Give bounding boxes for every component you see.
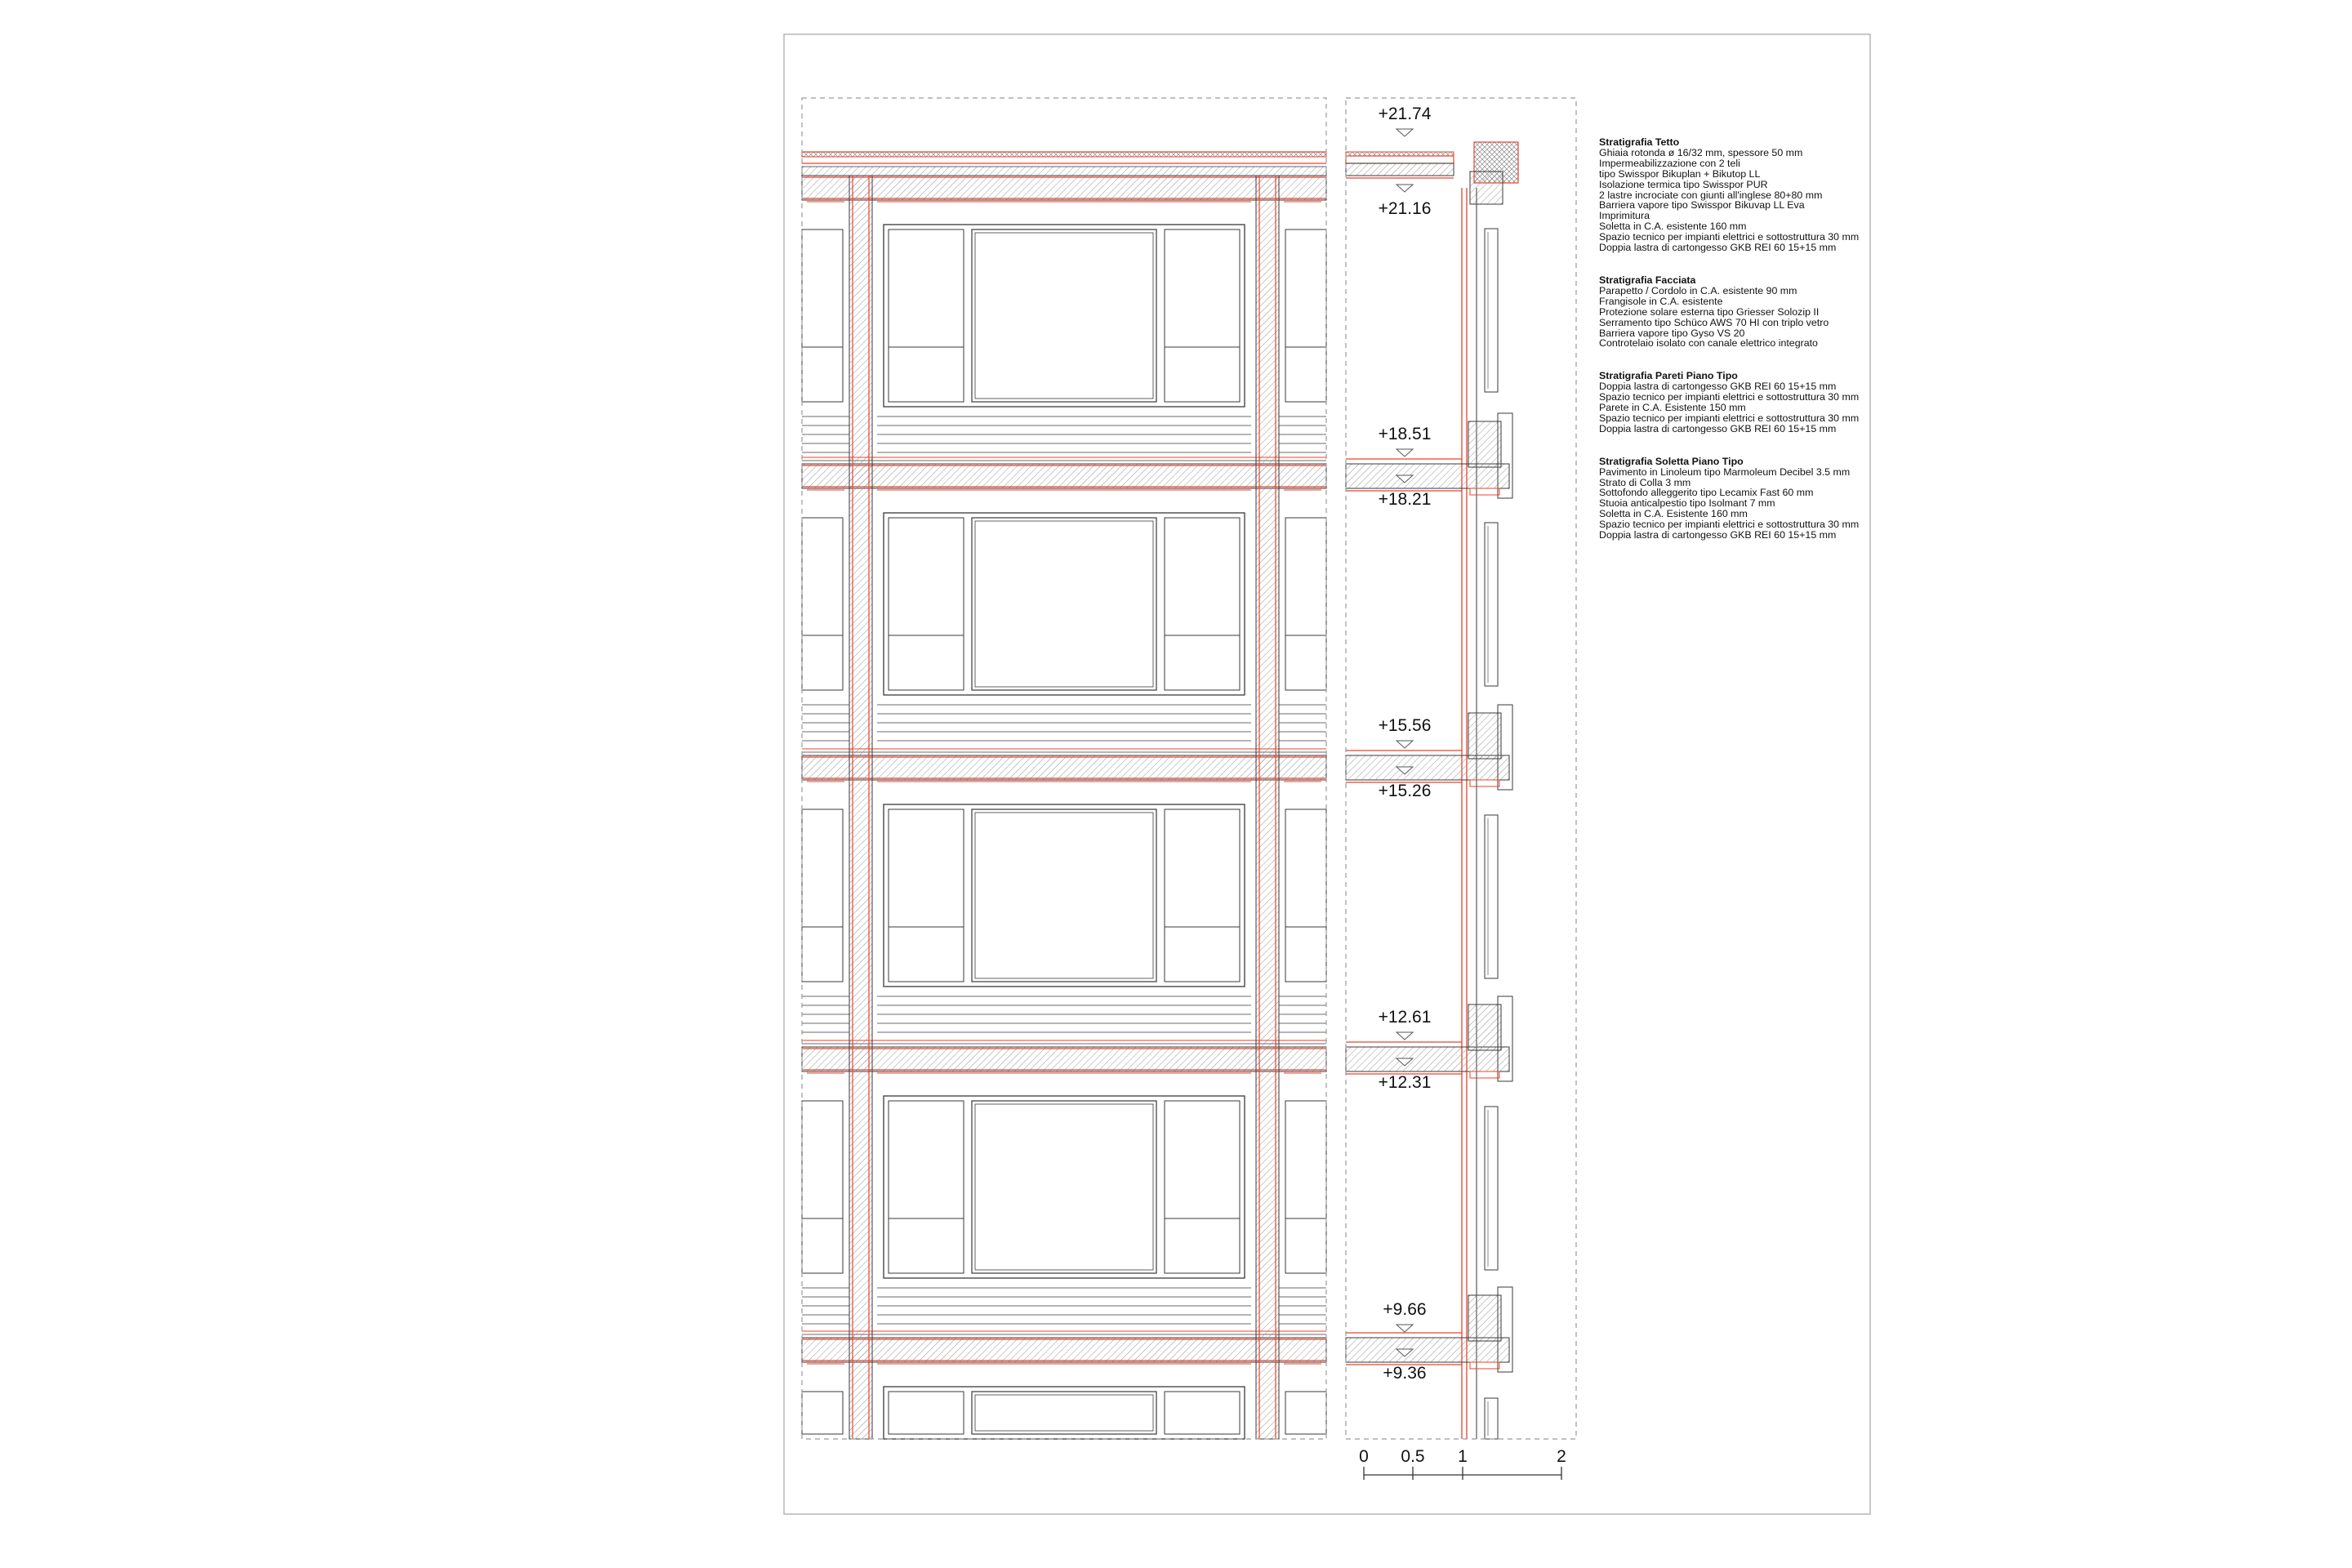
cordolo [1468,713,1501,759]
roof-gravel [1346,152,1454,156]
level-markers [1379,105,1432,1383]
edge-window [1285,1392,1326,1434]
window-frame [884,1096,1245,1278]
legend-line: Serramento tipo Schüco AWS 70 HI con triplo vetro [1599,316,1829,328]
legend-line: Spazio tecnico per impianti elettrici e sottostruttura 30 mm [1599,391,1860,403]
center-glazing [972,809,1156,982]
legend-line: Ghiaia rotonda ø 16/32 mm, spessore 50 mm [1599,146,1803,158]
level-label: +15.56 [1378,716,1432,735]
edge-window [1285,809,1326,982]
slab-edge [1470,488,1499,495]
stratigraphy-legend [1599,137,1926,563]
side-sash-right [1165,518,1240,690]
level-label: +21.16 [1378,199,1432,218]
scale-label-1: 1 [1458,1447,1468,1466]
legend-line: Sottofondo alleggerito tipo Lecamix Fast 60 mm [1599,487,1814,499]
window-frame [884,804,1245,987]
center-glazing [972,1392,1156,1434]
level-label: +12.31 [1378,1073,1432,1092]
level-mark-triangle [1396,185,1413,192]
roof-insulation [802,167,1326,176]
floor-slab [802,464,1326,488]
side-sash-left [889,1101,964,1273]
level-mark-triangle [1396,741,1413,748]
legend-line: Stuoia anticalpestio tipo Isolmant 7 mm [1599,497,1775,510]
edge-window [802,518,843,690]
section-glazing [1485,229,1498,392]
floor-slab [802,1338,1326,1362]
level-label: +21.74 [1378,105,1432,123]
cordolo [1468,1004,1501,1050]
edge-window [1285,229,1326,402]
legend-line: Soletta in C.A. Esistente 160 mm [1599,508,1748,520]
floor-slab [802,176,1326,200]
legend-line: Pavimento in Linoleum tipo Marmoleum Decibel 3.5 mm [1599,466,1851,478]
legend-title: Stratigrafia Tetto [1599,136,1680,148]
parapet-curb [1470,172,1503,204]
edge-window [802,1101,843,1273]
slab-edge [1470,1362,1499,1369]
level-label: +9.66 [1383,1300,1427,1319]
window-frame [884,1387,1245,1439]
legend-section-facade [1599,275,1926,349]
side-sash-right [1165,1101,1240,1273]
legend-title: Stratigrafia Soletta Piano Tipo [1599,455,1744,467]
legend-line: Parete in C.A. Esistente 150 mm [1599,402,1746,414]
side-sash-left [889,1392,964,1434]
slab-edge [1470,1071,1499,1078]
legend-line: Spazio tecnico per impianti elettrici e sottostruttura 30 mm [1599,519,1860,531]
edge-window [1285,1101,1326,1273]
legend-line: Isolazione termica tipo Swisspor PUR [1599,178,1768,190]
legend-line: Barriera vapore tipo Swisspor Bikuvap LL Eva [1599,199,1805,212]
facade-elevation [802,152,1326,1439]
legend-line: Impermeabilizzazione con 2 teli [1599,157,1740,169]
legend-section-roof [1599,137,1926,253]
legend-line: 2 lastre incrociate con giunti all'inglese 80+80 mm [1599,189,1823,201]
side-sash-left [889,809,964,982]
legend-line: Barriera vapore tipo Gyso VS 20 [1599,327,1745,339]
legend-title: Stratigrafia Facciata [1599,274,1696,286]
edge-window [802,1392,843,1434]
edge-window [802,809,843,982]
scale-label-0: 0 [1359,1447,1369,1466]
side-sash-left [889,518,964,690]
roof-membrane [1346,156,1454,163]
level-label: +9.36 [1383,1364,1427,1383]
level-mark-triangle [1396,1032,1413,1040]
slab-edge [1470,780,1499,786]
legend-line: tipo Swisspor Bikuplan + Bikutop LL [1599,167,1761,180]
window-frame [884,513,1245,695]
legend-section-slab [1599,457,1926,541]
level-label: +12.61 [1378,1008,1432,1027]
legend-line: Imprimitura [1599,210,1650,222]
section-glazing [1485,1398,1498,1439]
level-label: +15.26 [1378,782,1432,800]
legend-line: Spazio tecnico per impianti elettrici e sottostruttura 30 mm [1599,412,1860,424]
legend-line: Parapetto / Cordolo in C.A. esistente 90 mm [1599,284,1797,296]
section-glazing [1485,1107,1498,1270]
edge-window [802,229,843,402]
cordolo [1468,421,1501,467]
facade-section [1346,142,1518,1439]
section-glazing [1485,815,1498,978]
roof-gravel [802,152,1326,157]
side-sash-right [1165,1392,1240,1434]
level-mark-triangle [1396,129,1413,136]
center-glazing-inner [975,1395,1153,1431]
legend-line: Controtelaio isolato con canale elettrico integrato [1599,337,1818,350]
level-label: +18.21 [1378,490,1432,509]
legend-section-walls [1599,371,1926,434]
legend-line: Frangisole in C.A. esistente [1599,295,1723,307]
legend-line: Doppia lastra di cartongesso GKB REI 60 15+15 mm [1599,422,1837,434]
center-glazing-inner [975,1104,1153,1270]
level-mark-triangle [1396,1325,1413,1332]
center-glazing [972,518,1156,690]
legend-title: Stratigrafia Pareti Piano Tipo [1599,370,1738,382]
level-label: +18.51 [1378,425,1432,443]
legend-line: Doppia lastra di cartongesso GKB REI 60 15+15 mm [1599,242,1837,254]
section-glazing [1485,523,1498,686]
scale-label-0-5: 0.5 [1401,1447,1425,1466]
legend-line: Doppia lastra di cartongesso GKB REI 60 15+15 mm [1599,529,1837,541]
window-frame [884,225,1245,407]
legend-line: Protezione solare esterna tipo Griesser Solozip II [1599,305,1820,318]
center-glazing [972,229,1156,402]
center-glazing-inner [975,521,1153,687]
roof-slab [1346,163,1454,176]
center-glazing-inner [975,233,1153,399]
legend-line: Soletta in C.A. esistente 160 mm [1599,220,1747,233]
legend-line: Strato di Colla 3 mm [1599,476,1691,488]
scale-label-2: 2 [1557,1447,1566,1466]
scale-bar [1359,1447,1566,1480]
legend-line: Spazio tecnico per impianti elettrici e sottostruttura 30 mm [1599,231,1860,243]
legend-line: Doppia lastra di cartongesso GKB REI 60 15+15 mm [1599,381,1837,393]
edge-window [1285,518,1326,690]
side-sash-right [1165,809,1240,982]
level-mark-triangle [1396,449,1413,457]
floor-slab [802,755,1326,780]
floor-slab [802,1047,1326,1071]
side-sash-left [889,229,964,402]
side-sash-right [1165,229,1240,402]
center-glazing [972,1101,1156,1273]
center-glazing-inner [975,813,1153,978]
cordolo [1468,1295,1501,1341]
